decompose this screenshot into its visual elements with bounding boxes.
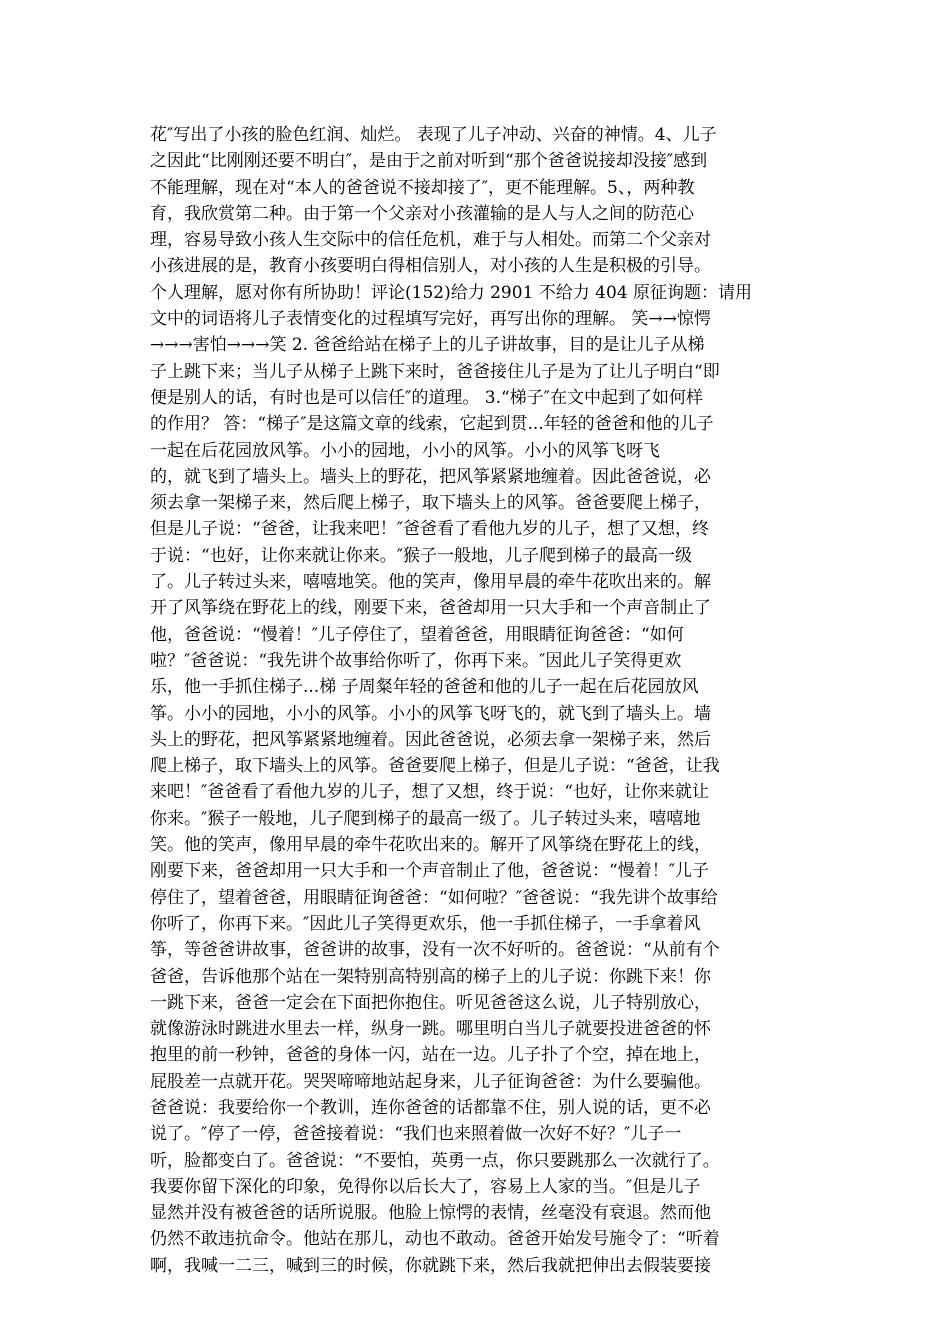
text-line: 不能理解，现在对“本人的爸爸说不接却接了″，更不能理解。5、，两种教: [150, 177, 695, 198]
text-line: 显然并没有被爸爸的话所说服。他脸上惊愕的表情，丝毫没有衰退。然而他: [150, 1203, 711, 1224]
text-line: 了。儿子转过头来，嘻嘻地笑。他的笑声，像用早晨的牵牛花吹出来的。解: [150, 572, 711, 593]
text-line: 啊，我喊一二三，喊到三的时候，你就跳下来，然后我就把伸出去假装要接: [150, 1255, 711, 1276]
text-line: 小孩进展的是，教育小孩要明白得相信别人，对小孩的人生是积极的引导。: [150, 256, 711, 277]
text-line: 筝。小小的园地，小小的风筝。小小的风筝飞呀飞的，就飞到了墙头上。墙: [150, 703, 711, 724]
text-line: →→→害怕→→→笑 2. 爸爸给站在梯子上的儿子讲故事，目的是让儿子从梯: [150, 335, 705, 356]
text-line: 笑。他的笑声，像用早晨的牵牛花吹出来的。解开了风筝绕在野花上的线，: [150, 835, 711, 856]
text-line: 便是别人的话，有时也是可以信任″的道理。 3.“梯子″在文中起到了如何样: [150, 387, 704, 408]
text-line: 于说：“也好，让你来就让你来。″猴子一般地，儿子爬到梯子的最高一级: [150, 545, 693, 566]
text-line: 筝，等爸爸讲故事，爸爸讲的故事，没有一次不好听的。爸爸说：“从前有个: [150, 940, 720, 961]
text-line: 他，爸爸说：“慢着！″儿子停住了，望着爸爸，用眼睛征询爸爸：“如何: [150, 624, 684, 645]
text-line: 头上的野花，把风筝紧紧地缠着。因此爸爸说，必须去拿一架梯子来，然后: [150, 729, 711, 750]
text-line: 的作用？ 答：“梯子″是这篇文章的线索，它起到贯...年轻的爸爸和他的儿子: [150, 414, 714, 435]
text-line: 你听了，你再下来。″因此儿子笑得更欢乐，他一手抓住梯子，一手拿着风: [150, 913, 701, 934]
text-line: 爸爸说：我要给你一个教训，连你爸爸的话都靠不住，别人说的话，更不必: [150, 1097, 711, 1118]
text-line: 文中的词语将儿子表情变化的过程填写完好，再写出你的理解。 笑→→惊愕: [150, 309, 711, 330]
text-line: 之因此“比刚刚还要不明白″，是由于之前对听到“那个爸爸说接却没接″感到: [150, 151, 708, 172]
text-line: 刚要下来，爸爸却用一只大手和一个声音制止了他，爸爸说：“慢着！″儿子: [150, 861, 710, 882]
text-line: 理，容易导致小孩人生交际中的信任危机，难于与人相处。而第二个父亲对: [150, 230, 711, 251]
text-line: 说了。″停了一停，爸爸接着说：“我们也来照着做一次好不好？″儿子一: [150, 1124, 682, 1145]
text-line: 一跳下来，爸爸一定会在下面把你抱住。听见爸爸这么说，儿子特别放心，: [150, 992, 711, 1013]
text-line: 个人理解，愿对你有所协助！评论(152)给力 2901 不给力 404 原征询题：请用: [150, 282, 753, 303]
text-line: 抱里的前一秒钟，爸爸的身体一闪，站在一边。儿子扑了个空，掉在地上，: [150, 1045, 711, 1066]
text-line: 来吧！″爸爸看了看他九岁的儿子，想了又想，终于说：“也好，让你来就让: [150, 782, 710, 803]
text-line: 子上跳下来；当儿子从梯子上跳下来时，爸爸接住儿子是为了让儿子明白“即: [150, 361, 720, 382]
text-line: 花″写出了小孩的脸色红润、灿烂。 表现了儿子冲动、兴奋的神情。4、儿子: [150, 125, 717, 145]
text-line: 须去拿一架梯子来，然后爬上梯子，取下墙头上的风筝。爸爸要爬上梯子，: [150, 493, 711, 514]
text-line: 屁股差一点就开花。哭哭啼啼地站起身来，儿子征询爸爸：为什么要骗他。: [150, 1071, 711, 1092]
text-line: 就像游泳时跳进水里去一样，纵身一跳。哪里明白当儿子就要投进爸爸的怀: [150, 1019, 711, 1040]
text-line: 开了风筝绕在野花上的线，刚要下来，爸爸却用一只大手和一个声音制止了: [150, 598, 711, 619]
text-line: 爸爸，告诉他那个站在一架特别高特别高的梯子上的儿子说：你跳下来！你: [150, 966, 711, 987]
text-line: 但是儿子说：“爸爸，让我来吧！″爸爸看了看他九岁的儿子，想了又想，终: [150, 519, 710, 540]
text-line: 你来。″猴子一般地，儿子爬到梯子的最高一级了。儿子转过头来，嘻嘻地: [150, 808, 701, 829]
text-line: 育，我欣赏第二种。由于第一个父亲对小孩灌输的是人与人之间的防范心: [150, 203, 694, 224]
text-line: 我要你留下深化的印象，免得你以后长大了，容易上人家的当。″但是儿子: [150, 1176, 701, 1197]
text-line: 听，脸都变白了。爸爸说：“不要怕，英勇一点，你只要跳那么一次就行了。: [150, 1150, 720, 1171]
text-line: 停住了，望着爸爸，用眼睛征询爸爸：“如何啦？″爸爸说：“我先讲个故事给: [150, 887, 718, 908]
text-line: 爬上梯子，取下墙头上的风筝。爸爸要爬上梯子，但是儿子说：“爸爸，让我: [150, 756, 720, 777]
text-line: 一起在后花园放风筝。小小的园地，小小的风筝。小小的风筝飞呀飞: [150, 440, 660, 461]
text-line: 啦？″爸爸说：“我先讲个故事给你听了，你再下来。″因此儿子笑得更欢: [150, 650, 682, 671]
body-text: [150, 122, 805, 1279]
text-line: 的，就飞到了墙头上。墙头上的野花，把风筝紧紧地缠着。因此爸爸说，必: [150, 466, 711, 487]
text-line: 仍然不敢违抗命令。他站在那儿，动也不敢动。爸爸开始发号施令了：“听着: [150, 1229, 720, 1250]
text-line: 乐，他一手抓住梯子...梯 子周粲年轻的爸爸和他的儿子一起在后花园放风: [150, 677, 699, 698]
